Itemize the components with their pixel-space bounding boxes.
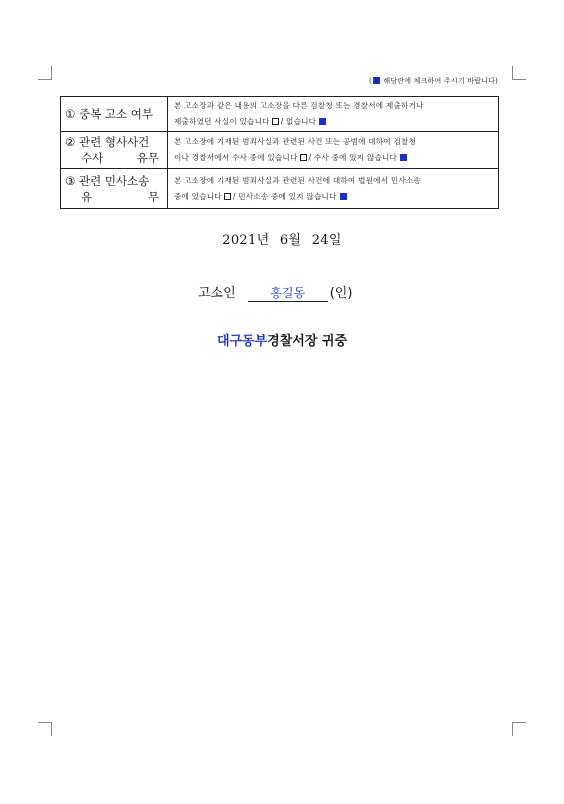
crop-mark-bottom-right <box>512 722 526 736</box>
checked-checkbox-icon[interactable] <box>340 193 347 200</box>
table-row <box>61 132 499 169</box>
crop-mark-bottom-left <box>38 722 52 736</box>
police-station-name: 대구동부 <box>216 334 268 349</box>
crop-mark-top-left <box>38 66 52 80</box>
row-label-civil-suit: ③ 관련 민사소송 유 무 <box>61 169 168 209</box>
table-row <box>61 169 499 209</box>
empty-checkbox-icon[interactable] <box>224 193 231 200</box>
row-desc-duplicate: 본 고소장과 같은 내용의 고소장을 다른 검찰청 또는 경찰서에 제출하거나 제출하였던 사실이 있습니다 / 없습니다 <box>168 97 499 132</box>
row-label-duplicate: ① 중복 고소 여부 <box>61 97 168 132</box>
row-desc-civil-suit: 본 고소장에 기재된 범죄사실과 관련된 사건에 대하여 법원에서 민사소송 중에 있습니다 / 민사소송 중에 있지 않습니다 <box>168 169 499 209</box>
complainant-label: 고소인 <box>198 286 236 301</box>
checked-checkbox-icon[interactable] <box>319 118 326 125</box>
addressee <box>0 330 564 349</box>
filled-square-icon <box>373 77 380 84</box>
complainant-signature-line <box>198 282 352 302</box>
empty-checkbox-icon[interactable] <box>272 118 279 125</box>
addressee-suffix: 경찰서장 귀중 <box>267 334 348 349</box>
complainant-name: 홍길동 <box>248 286 328 302</box>
row-desc-criminal-case: 본 고소장에 기재된 범죄사실과 관련된 사건 또는 공범에 대하여 검찰청 이나 경찰서에서 수사 중에 있습니다 / 수사 중에 있지 않습니다 <box>168 132 499 169</box>
table-row <box>61 97 499 132</box>
instruction-note: ( 해당란에 체크하여 주시기 바랍니다) <box>369 77 498 85</box>
checked-checkbox-icon[interactable] <box>400 154 407 161</box>
crop-mark-top-right <box>512 66 526 80</box>
filing-date: 2021년 6월 24일 <box>222 233 342 248</box>
empty-checkbox-icon[interactable] <box>300 154 307 161</box>
row-label-criminal-case: ② 관련 형사사건 수사 유무 <box>61 132 168 169</box>
seal-mark: (인) <box>329 286 353 301</box>
related-cases-table <box>60 96 499 209</box>
